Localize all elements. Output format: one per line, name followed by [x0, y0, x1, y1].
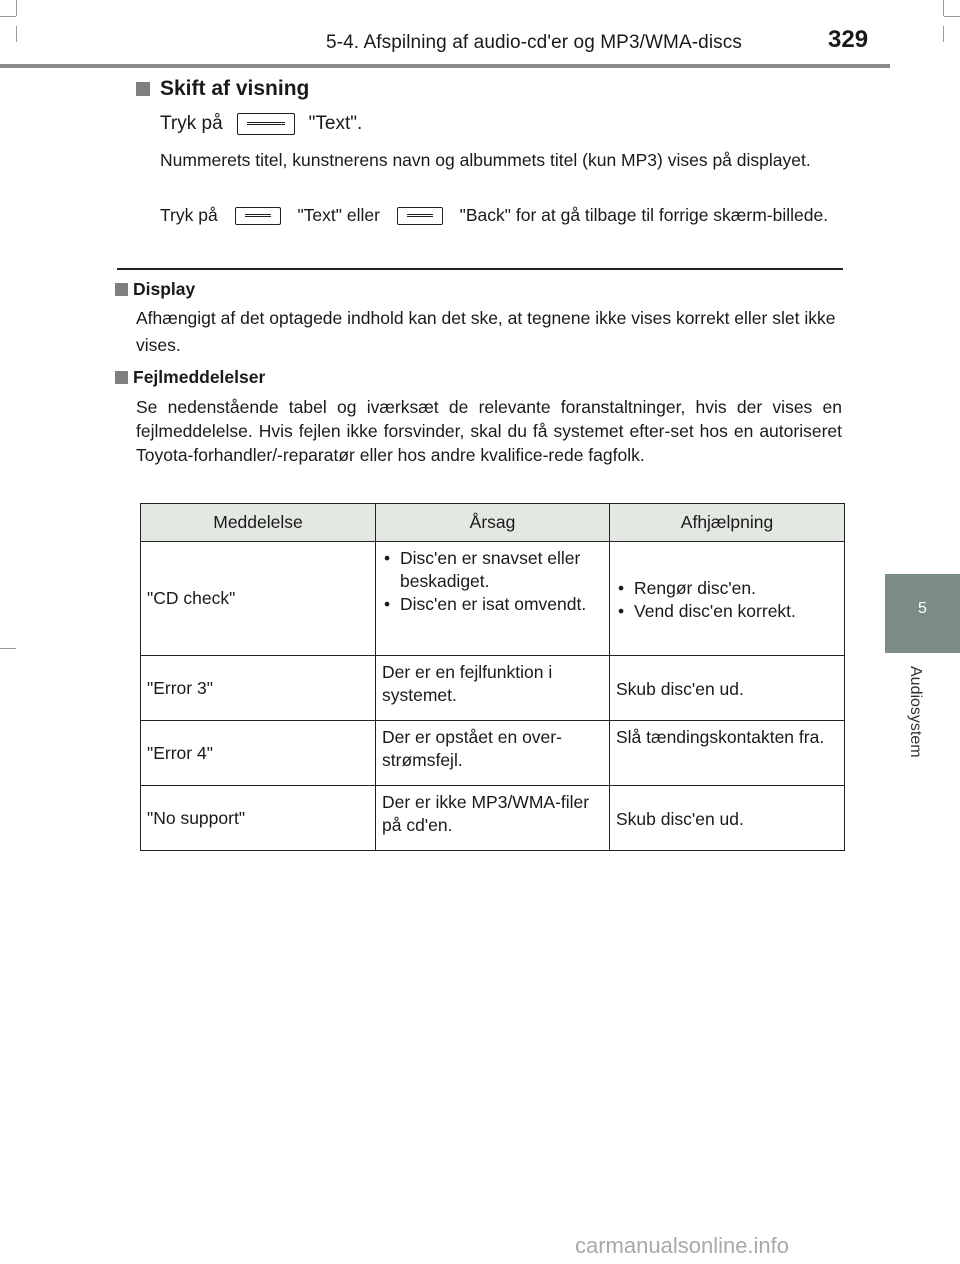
remedy-cell	[610, 542, 845, 656]
list-item: • Rengør disc'en.	[616, 577, 838, 600]
square-bullet-icon	[136, 82, 150, 96]
paragraph-display-info: Nummerets titel, kunstnerens navn og albummets titel (kun MP3) vises på displayet.	[160, 150, 811, 170]
note-text-errors: Se nedenstående tabel og iværksæt de relevante foranstaltninger, hvis der vises en fejlmeddelelse. Hvis fejlen ikke forsvinder, skal du få systemet efter-set hos en autoriseret Toyota-forhandler/-reparatør eller hos andre kvalifice-rede fagfolk.	[136, 397, 842, 465]
crop-mark	[16, 26, 17, 42]
p2-part-a: Tryk på	[160, 205, 218, 225]
message-cell: "No support"	[141, 786, 376, 851]
section-heading-text: Skift af visning	[160, 77, 310, 100]
cause-cell: Der er opstået en over-strømsfejl.	[376, 721, 610, 786]
column-header: Meddelelse	[141, 504, 376, 542]
header-rule	[0, 64, 890, 68]
p2-part-b: "Text" eller	[297, 205, 380, 225]
message-cell: "Error 4"	[141, 721, 376, 786]
note-heading-display	[115, 279, 195, 300]
cause-cell	[376, 542, 610, 656]
note-heading-errors	[115, 367, 265, 388]
table-row	[141, 721, 845, 786]
crop-mark	[944, 16, 960, 17]
crop-mark	[16, 0, 17, 16]
note-heading-text: Fejlmeddelelser	[133, 367, 266, 387]
note-heading-text: Display	[133, 279, 196, 299]
list-item: • Disc'en er snavset eller beskadiget.	[382, 547, 603, 593]
table-row	[141, 542, 845, 656]
instruction-line	[160, 113, 362, 135]
softkey-button-icon	[235, 207, 281, 225]
column-header: Afhjælpning	[610, 504, 845, 542]
page-number: 329	[828, 26, 869, 53]
crop-mark	[943, 0, 944, 16]
message-cell: "Error 3"	[141, 656, 376, 721]
divider	[117, 268, 843, 270]
remedy-cell: Skub disc'en ud.	[610, 786, 845, 851]
softkey-button-icon	[237, 113, 295, 135]
softkey-button-icon	[397, 207, 443, 225]
crop-mark	[0, 648, 16, 649]
message-cell: "CD check"	[141, 542, 376, 656]
cause-cell: Der er en fejlfunktion i systemet.	[376, 656, 610, 721]
remedy-cell: Skub disc'en ud.	[610, 656, 845, 721]
square-bullet-icon	[115, 371, 128, 384]
square-bullet-icon	[115, 283, 128, 296]
crop-mark	[0, 16, 16, 17]
note-text-display: Afhængigt af det optagede indhold kan det ske, at tegnene ikke vises korrekt eller slet ikke vises.	[136, 308, 836, 355]
remedy-cell: Slå tændingskontakten fra.	[610, 721, 845, 786]
section-title: 5-4. Afspilning af audio-cd'er og MP3/WMA-discs	[326, 32, 742, 53]
table-row	[141, 786, 845, 851]
error-table	[140, 503, 845, 851]
chapter-name: Audiosystem	[907, 666, 924, 758]
paragraph-back	[160, 203, 842, 227]
section-heading	[136, 77, 309, 101]
p2-part-c: "Back" for at gå tilbage til forrige skærm-billede.	[459, 205, 829, 225]
list-item: • Vend disc'en korrekt.	[616, 600, 838, 623]
instruction-prefix: Tryk på	[160, 113, 223, 134]
chapter-number: 5	[918, 600, 927, 617]
crop-mark	[943, 26, 944, 42]
column-header: Årsag	[376, 504, 610, 542]
list-item: • Disc'en er isat omvendt.	[382, 593, 603, 616]
watermark: carmanualsonline.info	[575, 1233, 790, 1258]
table-header-row	[141, 504, 845, 542]
instruction-suffix: "Text".	[308, 113, 363, 134]
table-row	[141, 656, 845, 721]
cause-cell: Der er ikke MP3/WMA-filer på cd'en.	[376, 786, 610, 851]
